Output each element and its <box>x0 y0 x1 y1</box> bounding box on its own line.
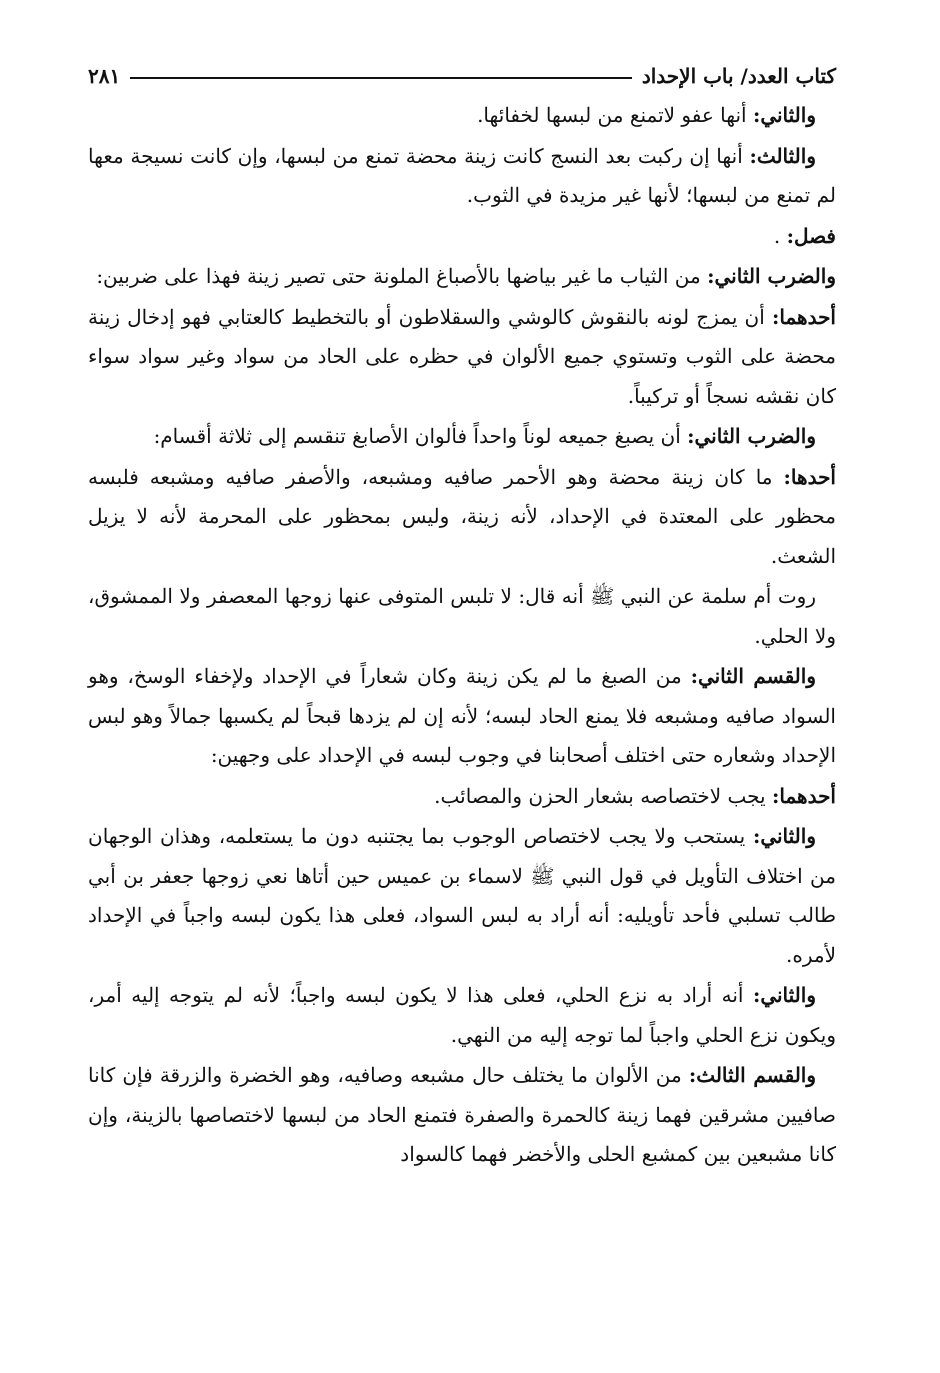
paragraph-9 <box>88 657 836 776</box>
paragraph-2 <box>88 137 836 216</box>
paragraph-lead: والثاني: <box>752 103 816 127</box>
paragraph-text: أنها إن ركبت بعد النسج كانت زينة محضة تمنع من لبسها، وإن كانت نسيجة معها لم تمنع من لبسها؛ لأنها غير مزيدة في الثوب. <box>88 143 836 207</box>
paragraph-lead: والثاني: <box>752 983 816 1007</box>
paragraph-text: أنه أراد به نزع الحلي، فعلى هذا لا يكون لبسه واجباً؛ لأنه لم يتوجه إليه أمر، ويكون نزع الحلي واجباً لما توجه إليه من النهي. <box>88 983 836 1047</box>
paragraph-text: من الصبغ ما لم يكن زينة وكان شعاراً في الإحداد ولإخفاء الوسخ، وهو السواد صافيه ومشبعه فلا يمنع الحاد لبسه؛ لأنه إن لم يزدها قبحاً لم يكسبها جمالاً وهو لبس الإحداد وشعاره حتى اختلف أصحابنا في وجوب لبسه في الإحداد على وجهين: <box>88 664 836 767</box>
paragraph-5 <box>88 298 836 417</box>
paragraph-lead: والضرب الثاني: <box>707 264 836 288</box>
paragraph-text: أن يصبغ جميعه لوناً واحداً فألوان الأصابغ تنقسم إلى ثلاثة أقسام: <box>153 424 688 448</box>
paragraph-lead: والثاني: <box>752 824 816 848</box>
paragraph-text: ما كان زينة محضة وهو الأحمر صافيه ومشبعه، والأصفر صافيه ومشبعه فلبسه محظور على المعتدة في الإحداد، لأنه زينة، وليس بمحظور على المحرمة لأنه لا يزيل الشعث. <box>88 464 836 568</box>
paragraph-text: روت أم سلمة عن النبي ﷺ أنه قال: لا تلبس المتوفى عنها زوجها المعصفر ولا الممشوق، ولا الحلي. <box>88 584 836 648</box>
section-heading <box>88 217 836 257</box>
paragraph-8 <box>88 577 836 656</box>
page-header <box>88 56 836 96</box>
paragraph-6 <box>88 417 836 457</box>
paragraph-lead: أحدهما: <box>771 304 836 329</box>
header-rule <box>130 77 632 79</box>
paragraph-lead: فصل: <box>786 223 836 248</box>
running-title: كتاب العدد/ باب الإحداد <box>641 64 836 88</box>
paragraph-4 <box>88 257 836 297</box>
paragraph-11 <box>88 817 836 975</box>
page-body <box>88 96 836 1175</box>
paragraph-lead: والضرب الثاني: <box>687 424 816 448</box>
paragraph-text: أنها عفو لاتمنع من لبسها لخفائها. <box>477 103 753 127</box>
paragraph-1 <box>88 96 836 136</box>
paragraph-13 <box>88 1056 836 1175</box>
paragraph-10 <box>88 777 836 817</box>
paragraph-7 <box>88 458 836 577</box>
paragraph-text: أن يمزج لونه بالنقوش كالوشي والسقلاطون أو بالتخطيط كالعتابي فهو إدخال زينة محضة على الثوب وتستوي جميع الألوان في حظره على الحاد من سواد وغير سواد سواء كان نقشه نسجاً أو تركيباً. <box>88 304 836 408</box>
paragraph-12 <box>88 976 836 1055</box>
paragraph-text: يجب لاختصاصه بشعار الحزن والمصائب. <box>434 783 772 808</box>
paragraph-lead: أحدها: <box>783 464 836 489</box>
paragraph-lead: أحدهما: <box>771 783 836 808</box>
paragraph-lead: والقسم الثاني: <box>690 664 816 688</box>
book-page <box>88 56 836 1175</box>
paragraph-lead: والثالث: <box>749 143 816 168</box>
paragraph-text: . <box>773 223 787 248</box>
paragraph-text: يستحب ولا يجب لاختصاص الوجوب بما يجتنبه دون ما يستعلمه، وهذان الوجهان من اختلاف التأويل في قول النبي ﷺ لاسماء بن عميس حين أتاها نعي زوجها جعفر بن أبي طالب تسلبي فأحد تأويليه: أنه أراد به لبس السواد، فعلى هذا يكون لبسه واجباً في الإحداد لأمره. <box>88 824 836 967</box>
paragraph-text: من الثياب ما غير بياضها بالأصباغ الملونة حتى تصير زينة فهذا على ضربين: <box>96 264 708 288</box>
page-number: ٢٨١ <box>88 64 121 88</box>
paragraph-text: من الألوان ما يختلف حال مشبعه وصافيه، وهو الخضرة والزرقة فإن كانا صافيين مشرقين فهما زينة كالحمرة والصفرة فتمنع الحاد من لبسها لاختصاصها بالزينة، وإن كانا مشبعين بين كمشبع الحلى والأخضر فهما كالسواد <box>88 1063 836 1166</box>
paragraph-lead: والقسم الثالث: <box>688 1063 816 1087</box>
